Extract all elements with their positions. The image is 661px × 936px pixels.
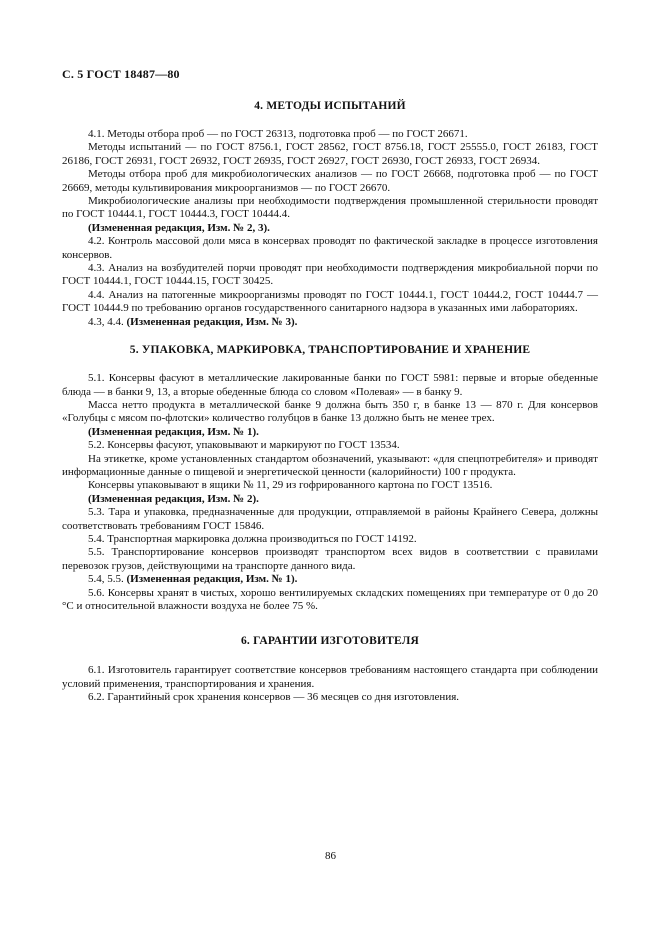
- paragraph-net-mass: Масса нетто продукта в металлической банке 9 должна быть 350 г, в банке 13 — 870 г. Для консервов «Голубцы с мясом по-флотски» количество голубцов в банке 13 должно быть не менее трех.: [62, 398, 598, 425]
- amendment-text: (Измененная редакция, Изм. № 3).: [126, 315, 298, 328]
- paragraph-5-3: 5.3. Тара и упаковка, предназначенные для продукции, отправляемой в районы Крайнего Севера, должны соответствовать требованиям ГОСТ 15846.: [62, 506, 598, 532]
- paragraph-5-6: 5.6. Консервы хранят в чистых, хорошо вентилируемых складских помещениях при температуре от 0 до 20 °С и относительной влажности воздуха не более 75 %.: [62, 586, 598, 612]
- amendment-prefix: 5.4, 5.5.: [88, 573, 127, 586]
- section-6-title: 6. ГАРАНТИИ ИЗГОТОВИТЕЛЯ: [240, 635, 420, 648]
- document-body: [62, 100, 598, 705]
- paragraph-6-2: 6.2. Гарантийный срок хранения консервов — 36 месяцев со дня изготовления.: [88, 691, 460, 704]
- paragraph-6-1: 6.1. Изготовитель гарантирует соответствие консервов требованиям настоящего стандарта при соблюдении условий применения, транспортирования и хранения.: [62, 664, 598, 690]
- paragraph-5-4: 5.4. Транспортная маркировка должна производиться по ГОСТ 14192.: [88, 532, 417, 545]
- amendment-note-5-4-5-5: [62, 573, 598, 586]
- paragraph-packing-boxes: Консервы упаковывают в ящики № 11, 29 из гофрированного картона по ГОСТ 13516.: [88, 479, 493, 492]
- amendment-note: (Измененная редакция, Изм. № 1).: [88, 425, 259, 438]
- amendment-note: (Измененная редакция, Изм. № 2, 3).: [88, 221, 270, 234]
- paragraph-5-2: 5.2. Консервы фасуют, упаковывают и маркируют по ГОСТ 13534.: [88, 439, 400, 452]
- paragraph-4-4: 4.4. Анализ на патогенные микроорганизмы проводят по ГОСТ 10444.1, ГОСТ 10444.2, ГОСТ 10444.7 — ГОСТ 10444.9 по требованию органов государственного санитарного надзора в указанных ими лабораториях.: [62, 288, 598, 315]
- section-5-title: 5. УПАКОВКА, МАРКИРОВКА, ТРАНСПОРТИРОВАНИЕ И ХРАНЕНИЕ: [129, 344, 531, 357]
- paragraph-4-1: 4.1. Методы отбора проб — по ГОСТ 26313, подготовка проб — по ГОСТ 26671.: [88, 128, 468, 140]
- amendment-prefix: 4.3, 4.4.: [88, 315, 127, 328]
- paragraph-4-3: 4.3. Анализ на возбудителей порчи проводят при необходимости подтверждения микробиальной порчи по ГОСТ 10444.1, ГОСТ 10444.15, ГОСТ 30425.: [62, 262, 598, 288]
- paragraph-test-methods: Методы испытаний — по ГОСТ 8756.1, ГОСТ 28562, ГОСТ 8756.18, ГОСТ 25555.0, ГОСТ 26183, ГОСТ 26186, ГОСТ 26931, ГОСТ 26932, ГОСТ 26935, ГОСТ 26927, ГОСТ 26930, ГОСТ 26933, ГОСТ 26934.: [62, 141, 598, 167]
- section-4-title: 4. МЕТОДЫ ИСПЫТАНИЙ: [254, 100, 406, 112]
- paragraph-micro-analysis: Микробиологические анализы при необходимости подтверждения промышленной стерильности проводят по ГОСТ 10444.1, ГОСТ 10444.3, ГОСТ 10444.4.: [62, 195, 598, 221]
- page-number: 86: [325, 850, 336, 862]
- paragraph-label-info: На этикетке, кроме установленных стандартом обозначений, указывают: «для спецпотребителя» и приводят информационные данные о пищевой и энергетической ценности (калорийности) 100 г продукта.: [62, 452, 598, 478]
- amendment-note-4-3-4-4: [62, 316, 598, 329]
- page-header: С. 5 ГОСТ 18487—80: [62, 67, 180, 81]
- amendment-text: (Измененная редакция, Изм. № 1).: [126, 573, 298, 586]
- paragraph-5-5: 5.5. Транспортирование консервов производят транспортом всех видов в соответствии с правилами перевозок грузов, действующими на транспорте данного вида.: [62, 546, 598, 572]
- paragraph-micro-sampling: Методы отбора проб для микробиологических анализов — по ГОСТ 26668, подготовка проб — по ГОСТ 26669, методы культивирования микроорганизмов — по ГОСТ 26670.: [62, 168, 598, 194]
- amendment-note: (Измененная редакция, Изм. № 2).: [88, 492, 259, 505]
- paragraph-5-1: 5.1. Консервы фасуют в металлические лакированные банки по ГОСТ 5981: первые и вторые обеденные блюда — в банки 9, 13, а вторые обеденные блюда со словом «Полевая» — в банку 9.: [62, 372, 598, 398]
- paragraph-4-2: 4.2. Контроль массовой доли мяса в консервах проводят по фактической закладке в процессе изготовления консервов.: [62, 235, 598, 261]
